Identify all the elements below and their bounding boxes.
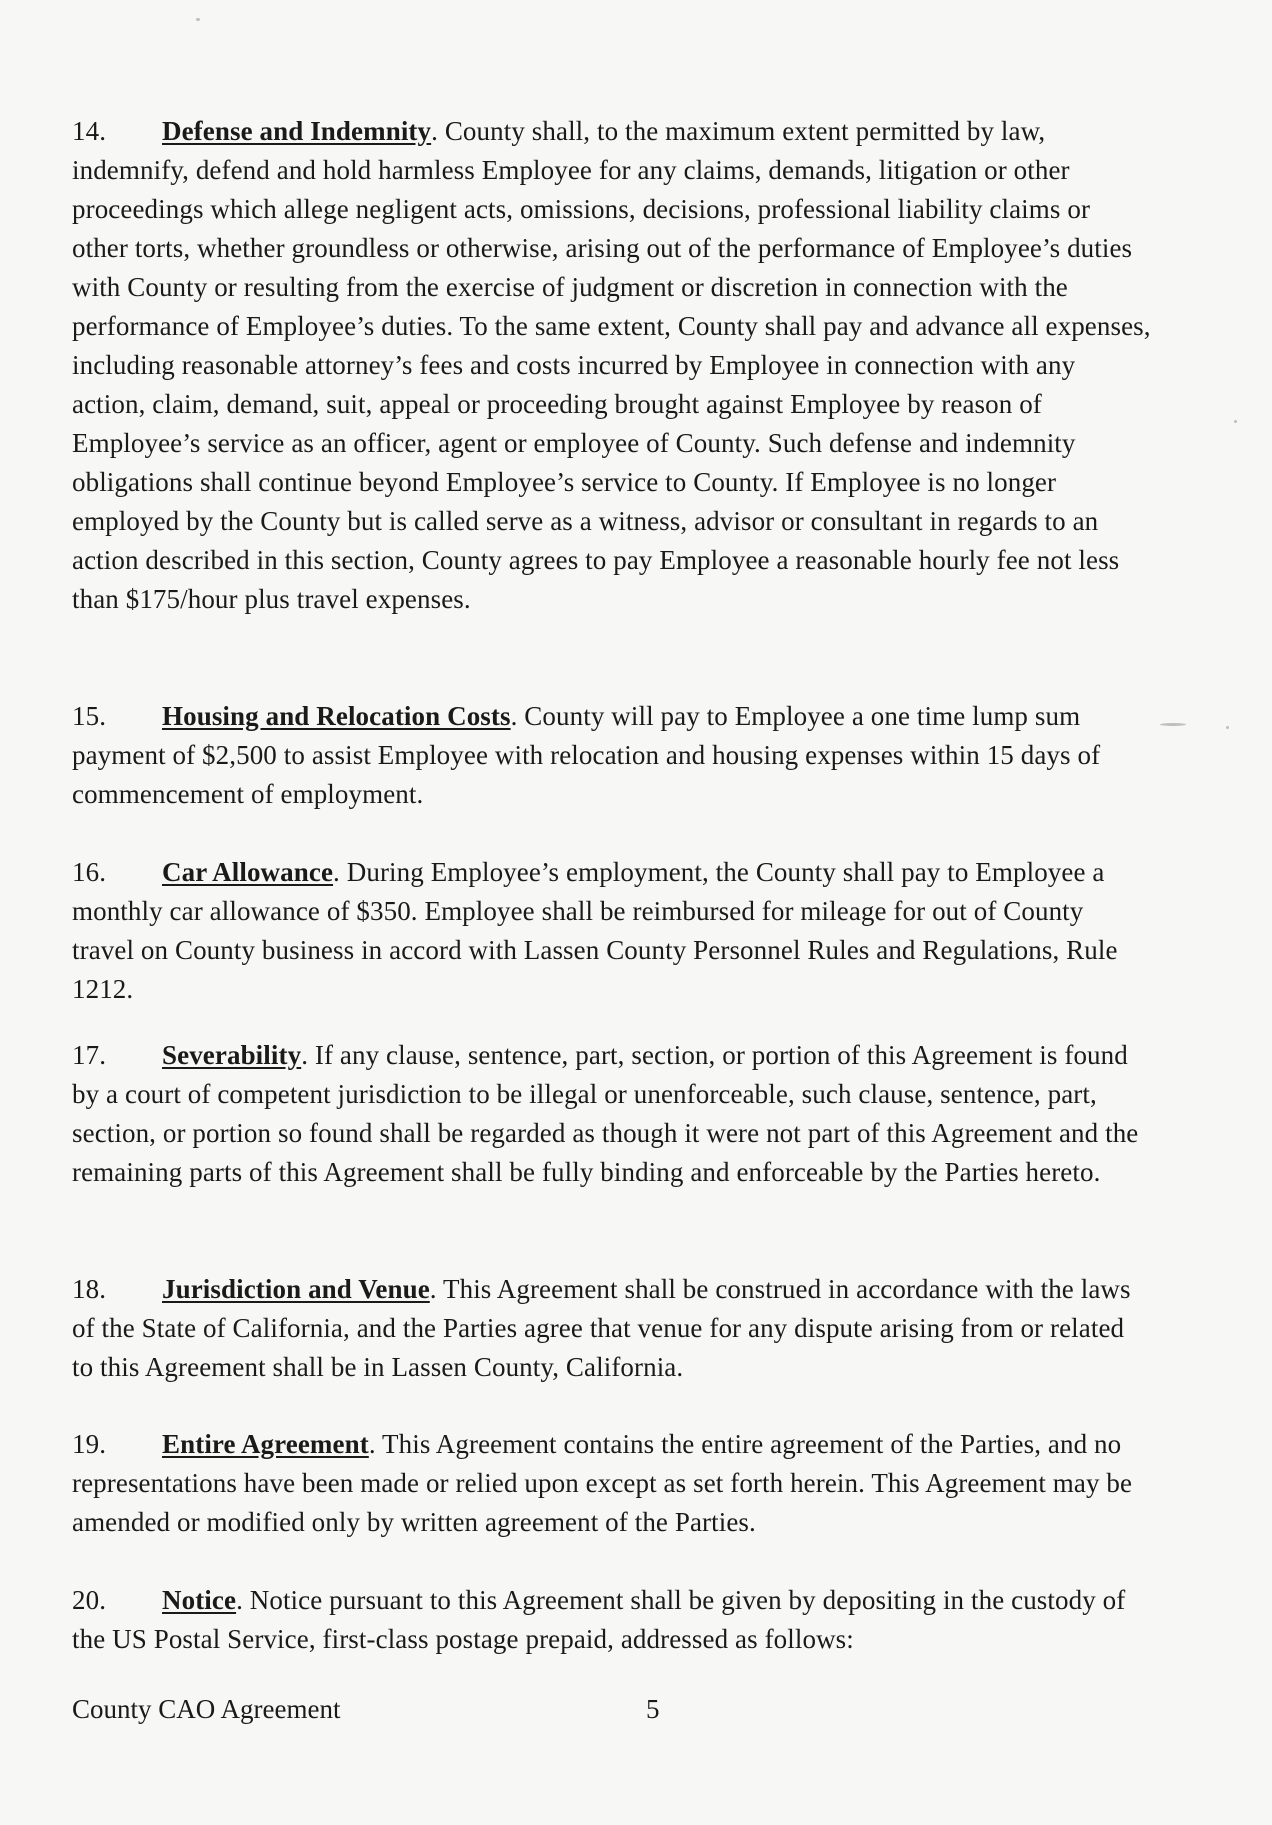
section-number: 18.	[72, 1274, 107, 1304]
section-20	[72, 1581, 1152, 1659]
section-heading: Car Allowance	[162, 857, 334, 887]
section-heading: Notice	[162, 1585, 237, 1615]
section-heading: Severability	[162, 1040, 302, 1070]
section-body: . County shall, to the maximum extent permitted by law, indemnify, defend and hold harmless Employee for any claims, demands, litigation or other proceedings which allege negligent acts, omissions, decisions, professional liability claims or other torts, whether groundless or otherwise, arising out of the performance of Employee’s duties with County or resulting from the exercise of judgment or discretion in connection with the performance of Employee’s duties. To the same extent, County shall pay and advance all expenses, including reasonable attorney’s fees and costs incurred by Employee in connection with any action, claim, demand, suit, appeal or proceeding brought against Employee by reason of Employee’s service as an officer, agent or employee of County. Such defense and indemnity obligations shall continue beyond Employee’s service to County. If Employee is no longer employed by the County but is called serve as a witness, advisor or consultant in regards to an action described in this section, County agrees to pay Employee a reasonable hourly fee not less than $175/hour plus travel expenses.	[72, 116, 1151, 614]
scan-speck	[196, 18, 200, 21]
section-number: 19.	[72, 1429, 107, 1459]
scan-speck	[1234, 420, 1237, 423]
section-body: . County will pay to Employee a one time lump sum payment of $2,500 to assist Employee with relocation and housing expenses within 15 days of commencement of employment.	[72, 701, 1101, 809]
section-16	[72, 853, 1152, 1009]
section-heading: Entire Agreement	[162, 1429, 369, 1459]
section-number: 17.	[72, 1040, 107, 1070]
section-heading: Jurisdiction and Venue	[162, 1274, 430, 1304]
section-number: 16.	[72, 857, 107, 887]
page-number: 5	[646, 1694, 660, 1724]
section-heading: Housing and Relocation Costs	[162, 701, 511, 731]
section-body: . This Agreement contains the entire agreement of the Parties, and no representations have been made or relied upon except as set forth herein. This Agreement may be amended or modified only by written agreement of the Parties.	[72, 1429, 1133, 1537]
section-number: 20.	[72, 1585, 107, 1615]
scan-speck	[1226, 726, 1229, 729]
section-18	[72, 1270, 1152, 1387]
section-number: 14.	[72, 116, 107, 146]
section-19	[72, 1425, 1152, 1542]
footer-title: County CAO Agreement	[72, 1694, 341, 1724]
section-body: . If any clause, sentence, part, section, or portion of this Agreement is found by a court of competent jurisdiction to be illegal or unenforceable, such clause, sentence, part, section, or portion so found shall be regarded as though it were not part of this Agreement and the remaining parts of this Agreement shall be fully binding and enforceable by the Parties hereto.	[72, 1040, 1139, 1187]
section-body: . This Agreement shall be construed in accordance with the laws of the State of California, and the Parties agree that venue for any dispute arising from or related to this Agreement shall be in Lassen County, California.	[72, 1274, 1131, 1382]
section-17	[72, 1036, 1152, 1192]
section-14	[72, 112, 1152, 619]
section-heading: Defense and Indemnity	[162, 116, 432, 146]
scan-speck	[1160, 723, 1186, 726]
section-number: 15.	[72, 701, 107, 731]
section-body: . Notice pursuant to this Agreement shall be given by depositing in the custody of the US Postal Service, first-class postage prepaid, addressed as follows:	[72, 1585, 1126, 1654]
section-15	[72, 697, 1152, 814]
section-body: . During Employee’s employment, the County shall pay to Employee a monthly car allowance of $350. Employee shall be reimbursed for mileage for out of County travel on County business in accord with Lassen County Personnel Rules and Regulations, Rule 1212.	[72, 857, 1118, 1004]
